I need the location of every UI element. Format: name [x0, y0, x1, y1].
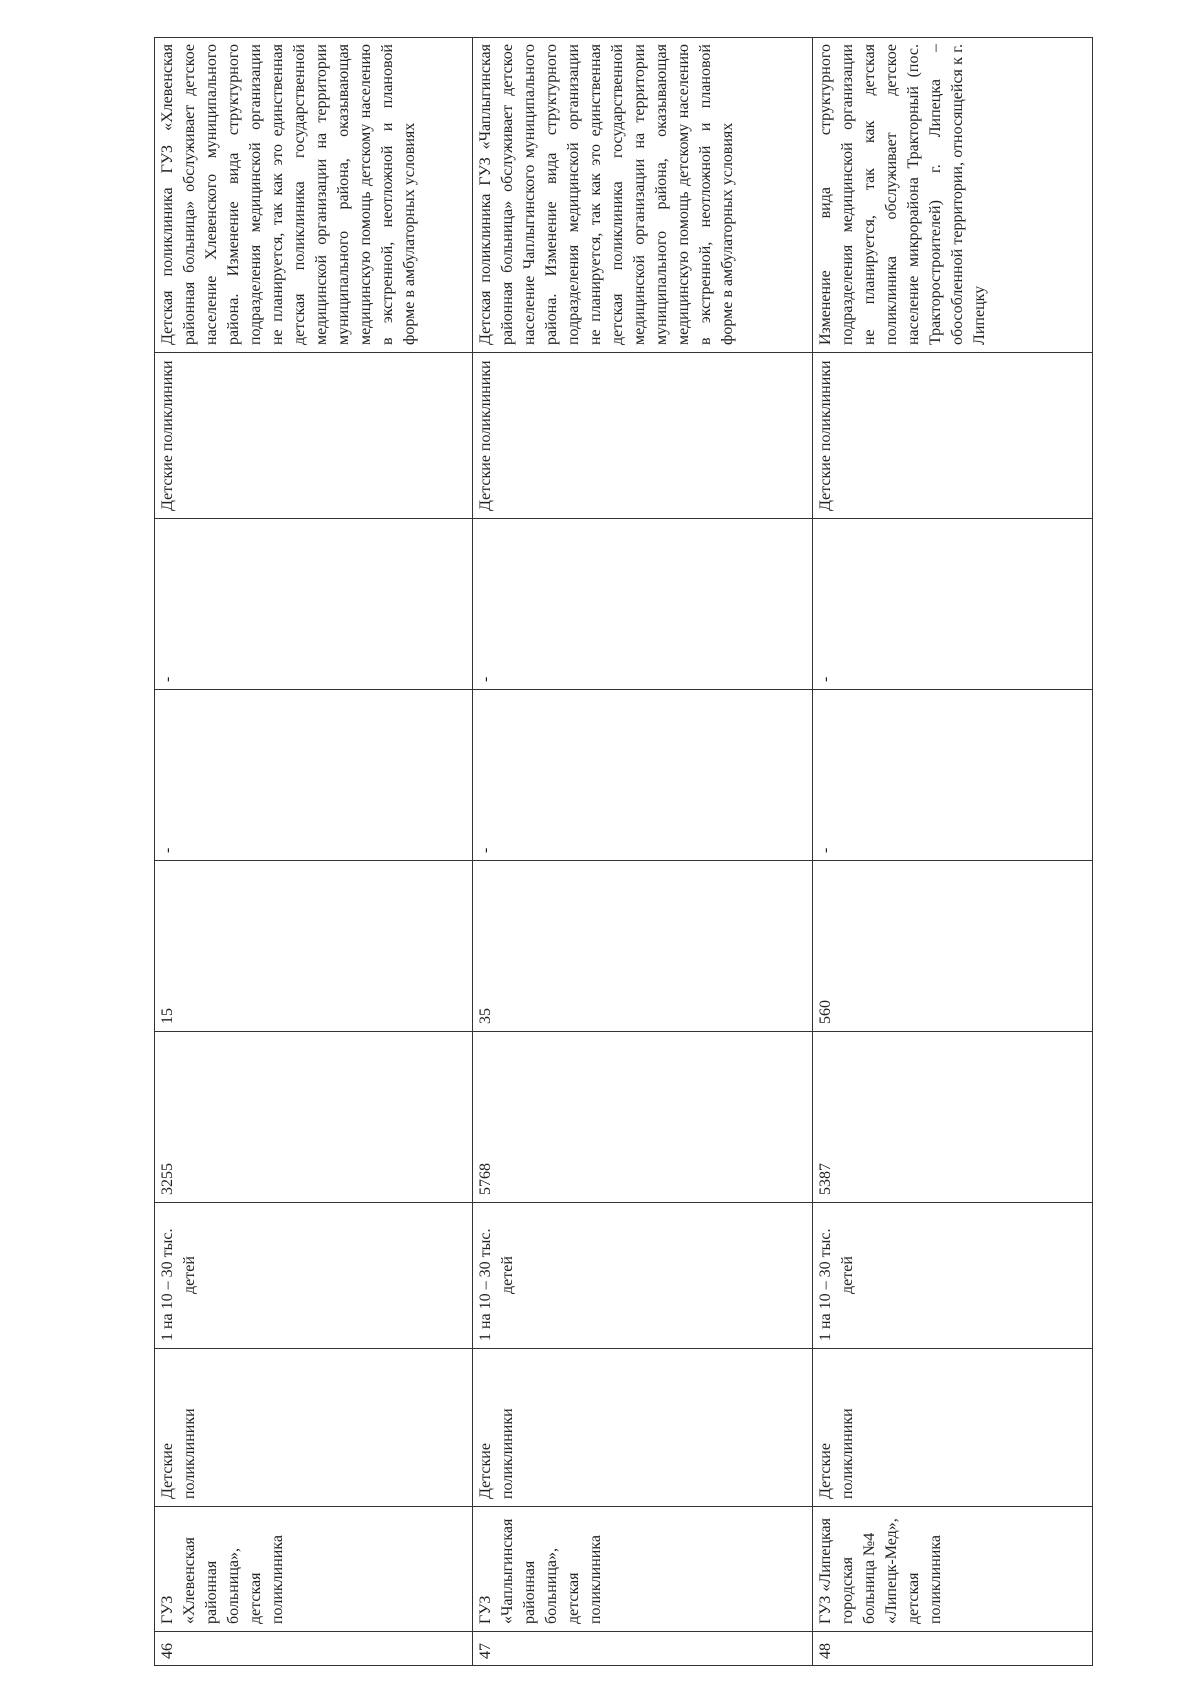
empty-value: -	[813, 690, 1093, 861]
norm-line-1: 1 на 10 – 30 тыс.	[477, 1228, 494, 1341]
institution-name: ГУЗ «Липецкая городская больница №4 «Липецк-Мед», детская поликлиника	[813, 1507, 1093, 1632]
empty-value: -	[813, 519, 1093, 690]
norm-line-1: 1 на 10 – 30 тыс.	[159, 1228, 176, 1341]
institution-name: ГУЗ «Чаплыгинская районная больница», детская поликлиника	[473, 1507, 813, 1632]
rotated-table-wrapper	[154, 38, 1092, 1666]
unit-type: Детские поликлиники	[813, 1349, 1093, 1507]
norm-line-2: детей	[499, 1256, 516, 1294]
proposed-unit-type: Детские поликлиники	[813, 353, 1093, 519]
visits-value: 35	[473, 861, 813, 1032]
norm-line-2: детей	[181, 1256, 198, 1294]
norm-cell	[155, 1203, 473, 1349]
table-row	[813, 38, 1093, 1666]
note-text: Детская поликлиника ГУЗ «Хлевенская районная больница» обслуживает детское население Хлевенского муниципального района. Изменение вида структурного подразделения медицинской организации не планируется, так как это единственная детская поликлиника государственной медицинской организации на территории муниципального района, оказывающая медицинскую помощь детскому населению в экстренной, неотложной и плановой форме в амбулаторных условиях	[155, 38, 473, 353]
norm-line-1: 1 на 10 – 30 тыс.	[817, 1228, 834, 1341]
table-row	[473, 38, 813, 1666]
institution-name: ГУЗ «Хлевенская районная больница», детская поликлиника	[155, 1507, 473, 1632]
proposed-unit-type: Детские поликлиники	[155, 353, 473, 519]
empty-value: -	[473, 519, 813, 690]
note-text: Изменение вида структурного подразделения медицинской организации не планируется, так как детская поликлиника обслуживает детское население микрорайона Тракторный (пос. Тракторостроителей) г. Липецка – обособленной территории, относящейся к г. Липецку	[813, 38, 1093, 353]
unit-type: Детские поликлиники	[473, 1349, 813, 1507]
table-row	[155, 38, 473, 1666]
visits-value: 560	[813, 861, 1093, 1032]
row-number: 46	[155, 1632, 473, 1666]
row-number: 48	[813, 1632, 1093, 1666]
population-value: 5768	[473, 1032, 813, 1203]
empty-value: -	[473, 690, 813, 861]
proposed-unit-type: Детские поликлиники	[473, 353, 813, 519]
note-text: Детская поликлиника ГУЗ «Чаплыгинская районная больница» обслуживает детское население Чаплыгинского муниципального района. Изменение вида структурного подразделения медицинской организации не планируется, так как это единственная детская поликлиника государственной медицинской организации на территории муниципального района, оказывающая медицинскую помощь детскому населению в экстренной, неотложной и плановой форме в амбулаторных условиях	[473, 38, 813, 353]
norm-cell	[473, 1203, 813, 1349]
row-number: 47	[473, 1632, 813, 1666]
clinics-table	[154, 37, 1093, 1666]
unit-type: Детские поликлиники	[155, 1349, 473, 1507]
empty-value: -	[155, 519, 473, 690]
empty-value: -	[155, 690, 473, 861]
norm-cell	[813, 1203, 1093, 1349]
population-value: 5387	[813, 1032, 1093, 1203]
visits-value: 15	[155, 861, 473, 1032]
population-value: 3255	[155, 1032, 473, 1203]
norm-line-2: детей	[839, 1256, 856, 1294]
